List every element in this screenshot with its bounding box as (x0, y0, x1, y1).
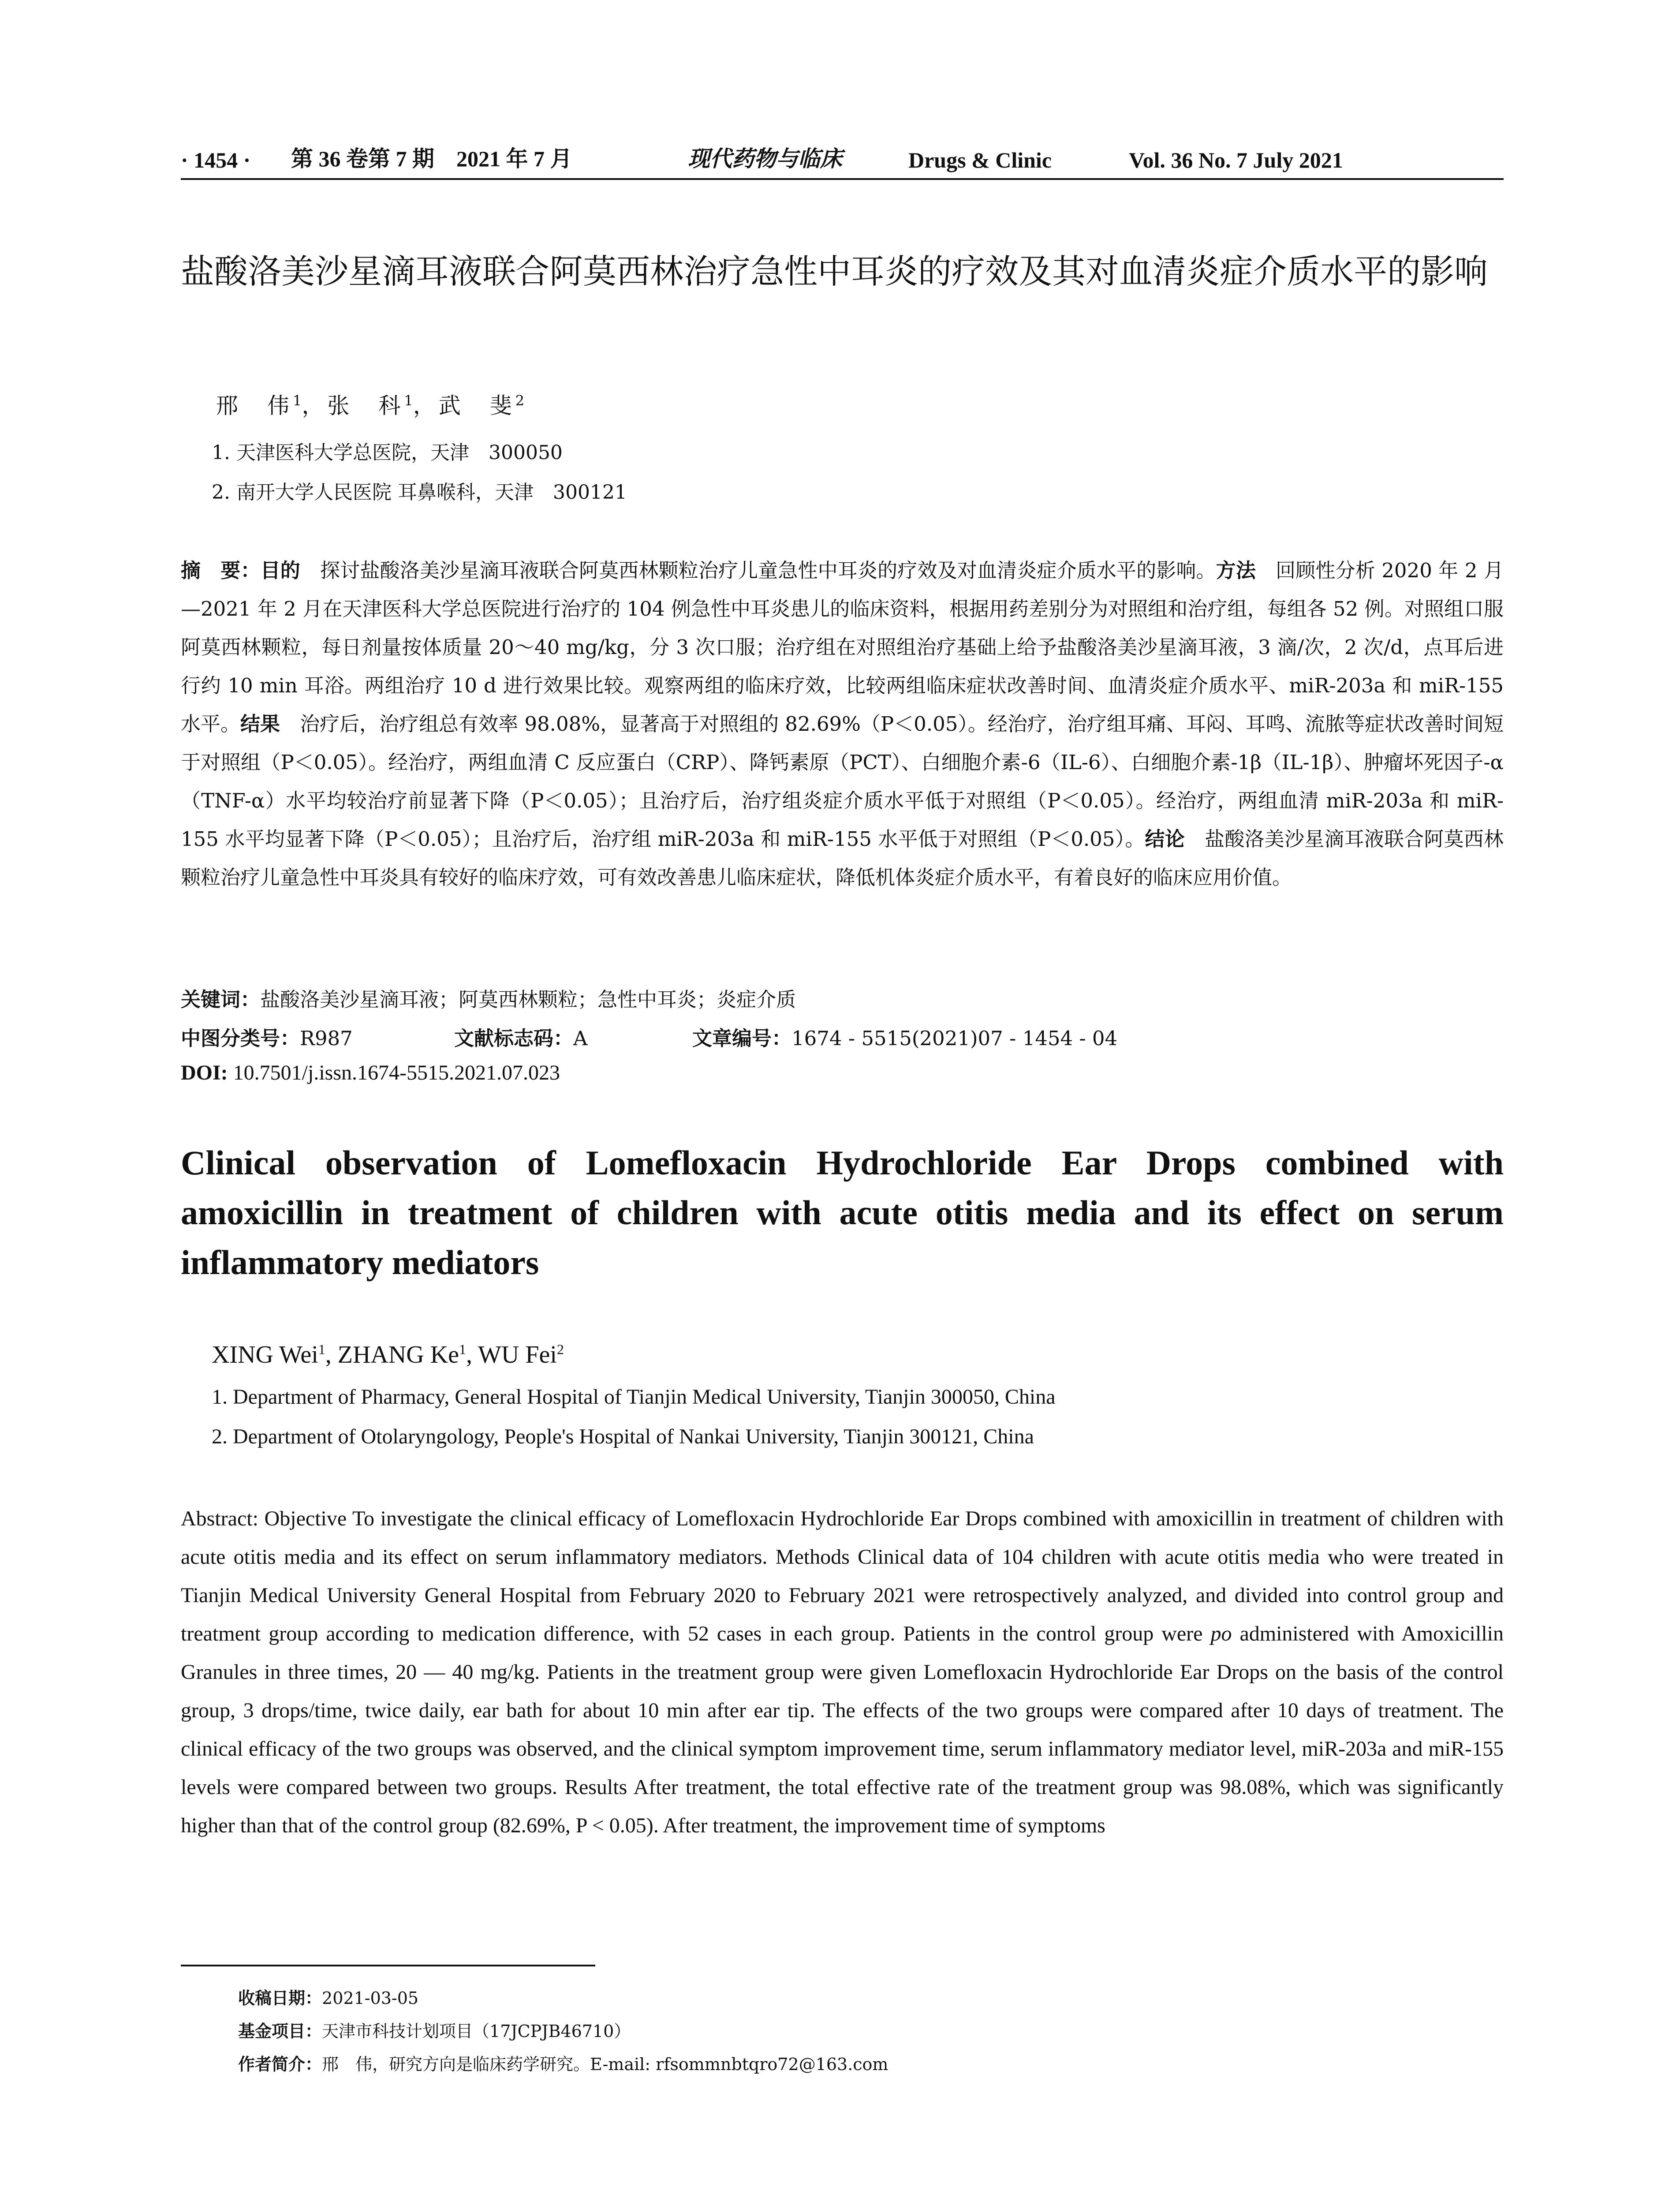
author-list-en: XING Wei$^1$, ZHANG Ke$^1$, WU Fei$^2$ (212, 1341, 564, 1368)
doi-label: DOI: (181, 1061, 228, 1084)
article-number-value: 1674 - 5515(2021)07 - 1454 - 04 (791, 1027, 1118, 1050)
doc-code-label: 文献标志码： (454, 1027, 574, 1050)
running-header (181, 141, 1504, 180)
page-number: · 1454 · (181, 148, 251, 172)
keywords-value: 盐酸洛美沙星滴耳液；阿莫西林颗粒；急性中耳炎；炎症介质 (260, 988, 796, 1011)
abstract-en (181, 1499, 1504, 1845)
methods-label: Methods (775, 1545, 850, 1569)
author-affiliation-mark: 1 (404, 392, 413, 409)
issue-info-cn: 第 36 卷第 7 期 2021 年 7 月 (291, 146, 572, 171)
author-name: 张 科 (327, 393, 404, 419)
results-label: Results (564, 1775, 627, 1799)
issue-info-en: Vol. 36 No. 7 July 2021 (1129, 148, 1343, 172)
footnote-divider (181, 1965, 595, 1966)
objective-label: 目的 (260, 559, 300, 582)
methods-label: 方法 (1216, 559, 1256, 582)
author-bio-value: 邢 伟，研究方向是临床药学研究。E-mail: rfsommnbtqro72@163.com (322, 2055, 889, 2074)
keywords-label: 关键词： (181, 988, 261, 1011)
received-label: 收稿日期： (238, 1988, 322, 2008)
methods-text: Clinical data of 104 children with acute otitis media who were treated in Tianjin Medical University General Hospital from February 2020 to February 2021 were retrospectively analyzed, and divided into control group and treatment group according to medication difference, with 52 cases in each group. Patients in the control group were (181, 1545, 1504, 1645)
author-name: 邢 伟 (216, 393, 293, 419)
clc-label: 中图分类号： (181, 1027, 300, 1050)
doi-line (181, 1061, 560, 1085)
methods-text-cont: administered with Amoxicillin Granules in three times, 20 — 40 mg/kg. Patients in the treatment group were given Lomefloxacin Hydrochloride Ear Drops on the basis of the control group, 3 drops/time, twice daily, ear bath for about 10 min after ear tip. The effects of the two groups were compared after 10 days of treatment. The clinical efficacy of the two groups was observed, and the clinical symptom improvement time, serum inflammatory mediator level, miR-203a and miR-155 levels were compared between two groups. (181, 1622, 1504, 1799)
author-affiliation-mark: 1 (459, 1341, 467, 1357)
methods-text: 回顾性分析 2020 年 2 月—2021 年 2 月在天津医科大学总医院进行治疗的 104 例急性中耳炎患儿的临床资料，根据用药差别分为对照组和治疗组，每组各 52 例。对照组口服阿莫西林颗粒，每日剂量按体质量 20～40 mg/kg，分 3 次口服；治疗组在对照组治疗基础上给予盐酸洛美沙星滴耳液，3 滴/次，2 次/d，点耳后进行约 10 min 耳浴。两组治疗 10 d 进行效果比较。观察两组的临床疗效，比较两组临床症状改善时间、血清炎症介质水平、miR-203a 和 miR-155 水平。 (181, 559, 1504, 736)
results-text: 治疗后，治疗组总有效率 98.08%，显著高于对照组的 82.69%（P＜0.05）。经治疗，治疗组耳痛、耳闷、耳鸣、流脓等症状改善时间短于对照组（P＜0.05）。经治疗，两组血清 C 反应蛋白（CRP）、降钙素原（PCT）、白细胞介素-6（IL-6）、白细胞介素-1β（IL-1β）、肿瘤坏死因子-α（TNF-α）水平均较治疗前显著下降（P＜0.05）；且治疗后，治疗组炎症介质水平低于对照组（P＜0.05）。经治疗，两组血清 miR-203a 和 miR-155 水平均显著下降（P＜0.05）；且治疗后，治疗组 miR-203a 和 miR-155 水平低于对照组（P＜0.05）。 (181, 712, 1504, 851)
objective-label: Objective (264, 1507, 347, 1530)
doc-code-value: A (573, 1027, 588, 1050)
footnote-fund (238, 2018, 631, 2042)
author-affiliation-mark: 2 (556, 1341, 564, 1357)
conclusion-label: 结论 (1145, 827, 1185, 851)
journal-name-en: Drugs & Clinic (908, 148, 1052, 172)
author-affiliation-mark: 1 (318, 1341, 325, 1357)
objective-text: To investigate the clinical efficacy of Lomefloxacin Hydrochloride Ear Drops combined with amoxicillin in treatment of children with acute otitis media and its effect on serum inflammatory mediators. (181, 1507, 1504, 1569)
keywords (181, 983, 796, 1012)
objective-text: 探讨盐酸洛美沙星滴耳液联合阿莫西林颗粒治疗儿童急性中耳炎的疗效及对血清炎症介质水平的影响。 (300, 559, 1216, 582)
article-title-cn: 盐酸洛美沙星滴耳液联合阿莫西林治疗急性中耳炎的疗效及其对血清炎症介质水平的影响 (181, 252, 1488, 291)
doi-value: 10.7501/j.issn.1674-5515.2021.07.023 (228, 1061, 560, 1084)
article-number-label: 文章编号： (692, 1027, 792, 1050)
classification-line (181, 1022, 1117, 1051)
affiliation-cn: 2. 南开大学人民医院 耳鼻喉科，天津 300121 (212, 481, 627, 504)
affiliation-en: 2. Department of Otolaryngology, People's Hospital of Nankai University, Tianjin 300121, China (212, 1425, 1034, 1448)
abstract-label: Abstract: (181, 1507, 265, 1530)
article-title-en: Clinical observation of Lomefloxacin Hydrochloride Ear Drops combined with amoxicillin in treatment of children with acute otitis media and its effect on serum inflammatory mediators (181, 1144, 1504, 1282)
received-value: 2021-03-05 (322, 1988, 419, 2008)
author-name: XING Wei (212, 1341, 318, 1368)
results-label: 结果 (240, 712, 280, 736)
author-name: ZHANG Ke (337, 1341, 459, 1368)
footnote-author (238, 2051, 888, 2075)
abstract-label: 摘 要： (181, 559, 261, 582)
results-text: After treatment, the total effective rate of the treatment group was 98.08%, which was significantly higher than that of the control group (82.69%, P < 0.05). After treatment, the improvement time of symptoms (181, 1775, 1504, 1837)
author-name: 武 斐 (438, 393, 515, 419)
methods-po-italic: po (1210, 1622, 1232, 1645)
clc-value: R987 (300, 1027, 353, 1050)
journal-name-cn: 现代药物与临床 (688, 146, 842, 171)
fund-value: 天津市科技计划项目（17JCPJB46710） (322, 2022, 631, 2041)
abstract-cn (181, 551, 1504, 897)
author-list-cn: 邢 伟$^1$，张 科$^1$，武 斐$^2$ (216, 392, 525, 419)
author-affiliation-mark: 2 (515, 392, 525, 409)
author-bio-label: 作者简介： (238, 2055, 322, 2074)
fund-label: 基金项目： (238, 2022, 322, 2041)
footnote-received (238, 1984, 418, 2009)
conclusion-text: 盐酸洛美沙星滴耳液联合阿莫西林颗粒治疗儿童急性中耳炎具有较好的临床疗效，可有效改善患儿临床症状，降低机体炎症介质水平，有着良好的临床应用价值。 (181, 827, 1504, 889)
affiliation-cn: 1. 天津医科大学总医院，天津 300050 (212, 441, 563, 464)
affiliation-en: 1. Department of Pharmacy, General Hospital of Tianjin Medical University, Tianjin 300050, China (212, 1385, 1056, 1409)
author-affiliation-mark: 1 (293, 392, 302, 409)
author-name: WU Fei (478, 1341, 557, 1368)
